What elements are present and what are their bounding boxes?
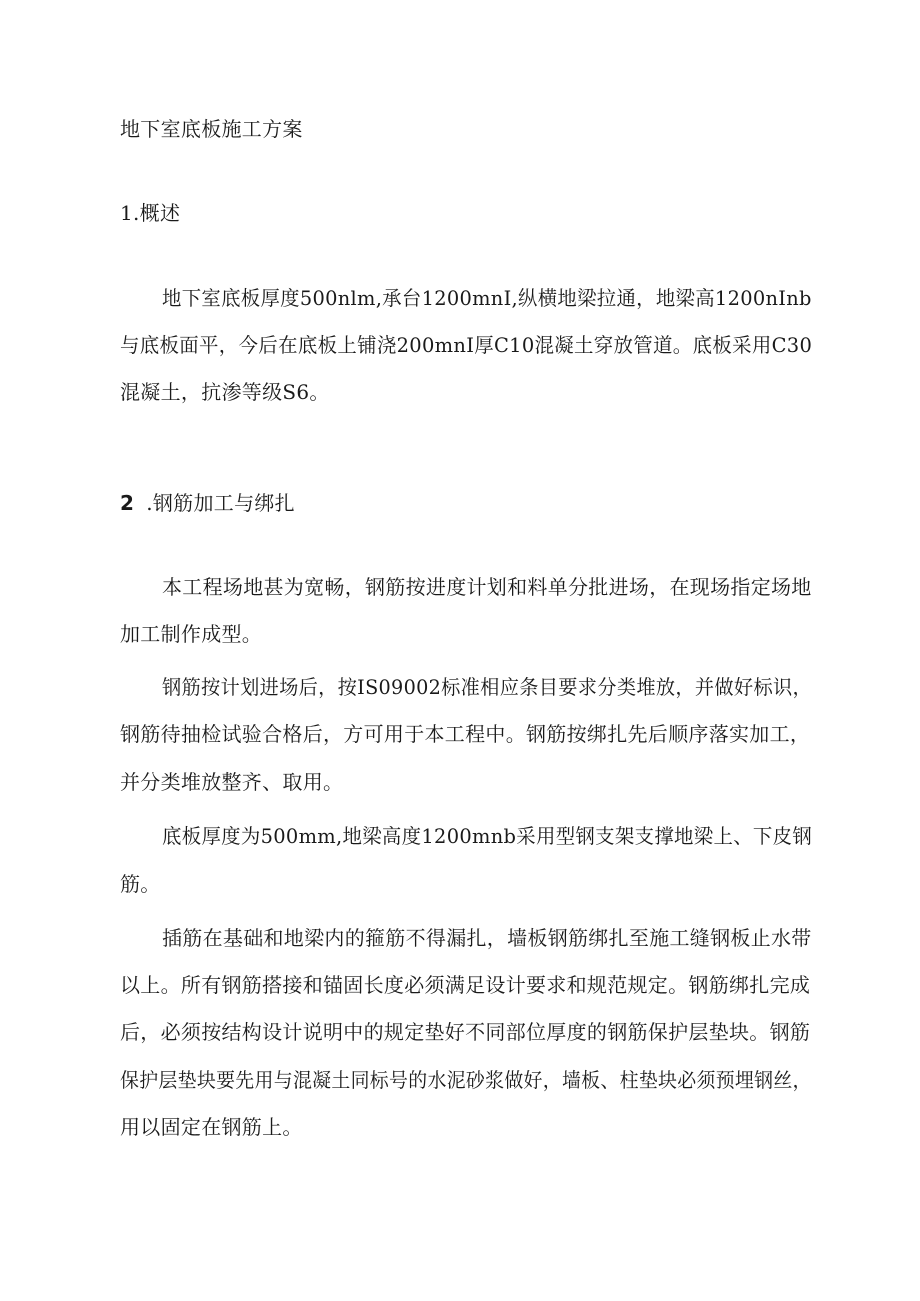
- section-2-line: 钢筋按计划进场后，按IS09002标准相应条目要求分类堆放，并做好标识，: [162, 675, 813, 699]
- section-2-line: 保护层垫块要先用与混凝土同标号的水泥砂浆做好，墙板、柱垫块必须预埋钢丝，: [120, 1068, 812, 1092]
- section-2-line: 并分类堆放整齐、取用。: [120, 770, 344, 794]
- section-2-heading: [120, 491, 295, 515]
- section-2-line: 以上。所有钢筋搭接和锚固长度必须满足设计要求和规范规定。钢筋绑扎完成: [120, 973, 811, 997]
- section-1-line: 与底板面平，今后在底板上铺浇200mnI厚C10混凝土穿放管道。底板采用C30: [120, 333, 813, 357]
- section-2-line: 插筋在基础和地梁内的箍筋不得漏扎，墙板钢筋绑扎至施工缝钢板止水带: [162, 926, 812, 950]
- section-1-line: 地下室底板厚度500nlm,承台1200mnI,纵横地梁拉通，地梁高1200nInb: [162, 286, 812, 310]
- section-2-line: 加工制作成型。: [120, 622, 263, 646]
- section-2-line: 底板厚度为500mm,地梁高度1200mnb采用型钢支架支撑地梁上、下皮钢: [162, 824, 813, 848]
- section-2-number: 2: [120, 491, 135, 515]
- document-title: 地下室底板施工方案: [120, 117, 303, 141]
- section-2-line: 筋。: [120, 872, 161, 896]
- section-2-line: 钢筋待抽检试验合格后，方可用于本工程中。钢筋按绑扎先后顺序落实加工，: [120, 722, 811, 746]
- section-2-heading-text: .钢筋加工与绑扎: [146, 491, 295, 515]
- section-1-line: 混凝土，抗渗等级S6。: [120, 380, 330, 404]
- section-2-line: 后，必须按结构设计说明中的规定垫好不同部位厚度的钢筋保护层垫块。钢筋: [120, 1020, 811, 1044]
- section-2-line: 本工程场地甚为宽畅，钢筋按进度计划和料单分批进场，在现场指定场地: [162, 575, 812, 599]
- section-1-heading: 1.概述: [120, 201, 181, 225]
- section-2-line: 用以固定在钢筋上。: [120, 1115, 303, 1139]
